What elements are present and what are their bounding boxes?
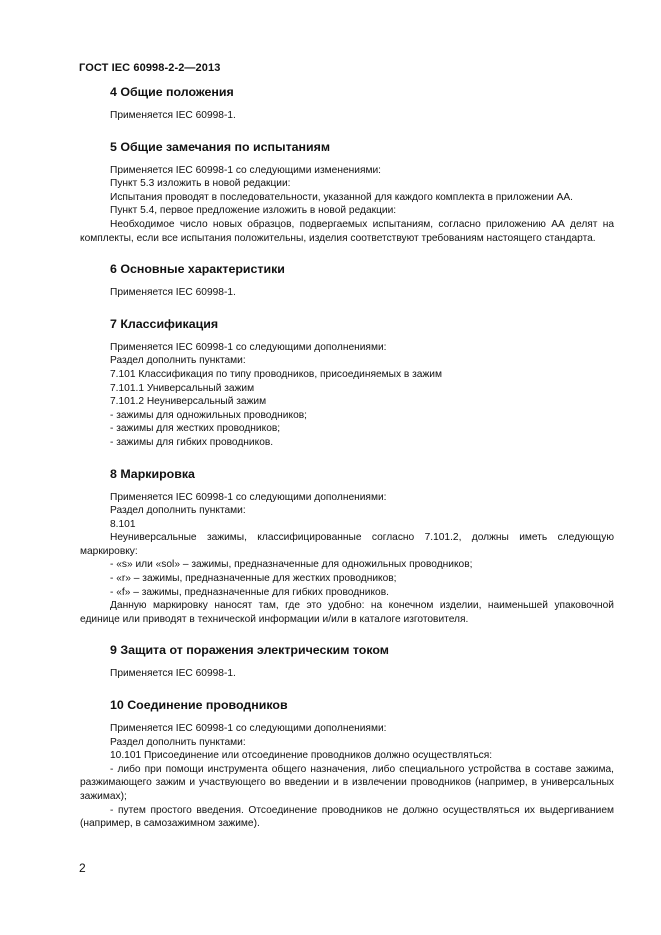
section [80, 642, 614, 681]
paragraph: Испытания проводят в последовательности, указанной для каждого комплекта в приложении АА. [110, 191, 574, 203]
paragraph: 8.101 [110, 518, 136, 530]
paragraph: Применяется IEC 60998-1. [110, 287, 236, 299]
section [80, 316, 614, 450]
paragraph: - зажимы для гибких проводников. [110, 436, 274, 448]
paragraph: Раздел дополнить пунктами: [110, 355, 246, 367]
paragraph: 10.101 Присоединение или отсоединение проводников должно осуществляться: [110, 750, 493, 762]
section [80, 139, 614, 246]
paragraph: - «s» или «sol» – зажимы, предназначенные для одножильных проводников; [110, 559, 473, 571]
section-title: 7 Классификация [110, 316, 219, 331]
section [80, 84, 614, 123]
section-spacer [80, 681, 614, 697]
section [80, 261, 614, 300]
section-title: 5 Общие замечания по испытаниям [110, 139, 331, 154]
paragraph: Применяется IEC 60998-1 со следующими дополнениями: [110, 491, 387, 503]
paragraph: - либо при помощи инструмента общего назначения, либо специального устройства в составе зажима, разжимающего зажим и участвующего во введении и в извлечении проводников (например, в универсальных зажимах); [80, 763, 614, 802]
section-title: 10 Соединение проводников [110, 698, 288, 713]
paragraph: Применяется IEC 60998-1 со следующими изменениями: [110, 164, 381, 176]
paragraph: Применяется IEC 60998-1. [110, 110, 236, 121]
paragraph: 7.101.1 Универсальный зажим [110, 382, 255, 394]
paragraph: Применяется IEC 60998-1. [110, 668, 236, 680]
paragraph: 7.101.2 Неуниверсальный зажим [110, 396, 267, 408]
paragraph: - «f» – зажимы, предназначенные для гибких проводников. [110, 586, 389, 598]
section [80, 466, 614, 627]
paragraph: - зажимы для жестких проводников; [110, 423, 281, 435]
section-title: 8 Маркировка [110, 466, 195, 481]
section-spacer [80, 450, 614, 466]
paragraph: Раздел дополнить пунктами: [110, 736, 246, 748]
paragraph: - «r» – зажимы, предназначенные для жестких проводников; [110, 573, 397, 585]
document-body [80, 84, 614, 831]
page-number: 2 [79, 861, 86, 875]
section-spacer [80, 300, 614, 316]
section-title: 6 Основные характеристики [110, 262, 285, 277]
paragraph: Неуниверсальные зажимы, классифицированные согласно 7.101.2, должны иметь следующую маркировку: [80, 532, 614, 557]
paragraph: Необходимое число новых образцов, подвергаемых испытаниям, согласно приложению АА делят на комплекты, если все испытания положительны, изделия соответствуют требованиям настоящего стандарта. [80, 218, 614, 244]
section [80, 697, 614, 831]
paragraph: Данную маркировку наносят там, где это удобно: на конечном изделии, наименьшей упаковочной единице или приводят в технической информации и/или в каталоге изготовителя. [80, 600, 614, 625]
paragraph: - зажимы для одножильных проводников; [110, 409, 307, 421]
section-title: 4 Общие положения [110, 85, 234, 99]
section-spacer [80, 245, 614, 261]
paragraph: Применяется IEC 60998-1 со следующими дополнениями: [110, 723, 387, 735]
section-spacer [80, 123, 614, 139]
document-header: ГОСТ IEC 60998-2-2—2013 [79, 62, 221, 74]
paragraph: - путем простого введения. Отсоединение проводников не должно осуществляться их выдергиванием (например, в самозажимном зажиме). [80, 804, 614, 830]
paragraph: Применяется IEC 60998-1 со следующими дополнениями: [110, 341, 387, 353]
paragraph: 7.101 Классификация по типу проводников, присоединяемых в зажим [110, 368, 442, 380]
paragraph: Пункт 5.4, первое предложение изложить в новой редакции: [110, 205, 397, 217]
section-title: 9 Защита от поражения электрическим током [110, 643, 389, 658]
section-spacer [80, 626, 614, 642]
paragraph: Раздел дополнить пунктами: [110, 505, 246, 517]
paragraph: Пункт 5.3 изложить в новой редакции: [110, 178, 291, 190]
